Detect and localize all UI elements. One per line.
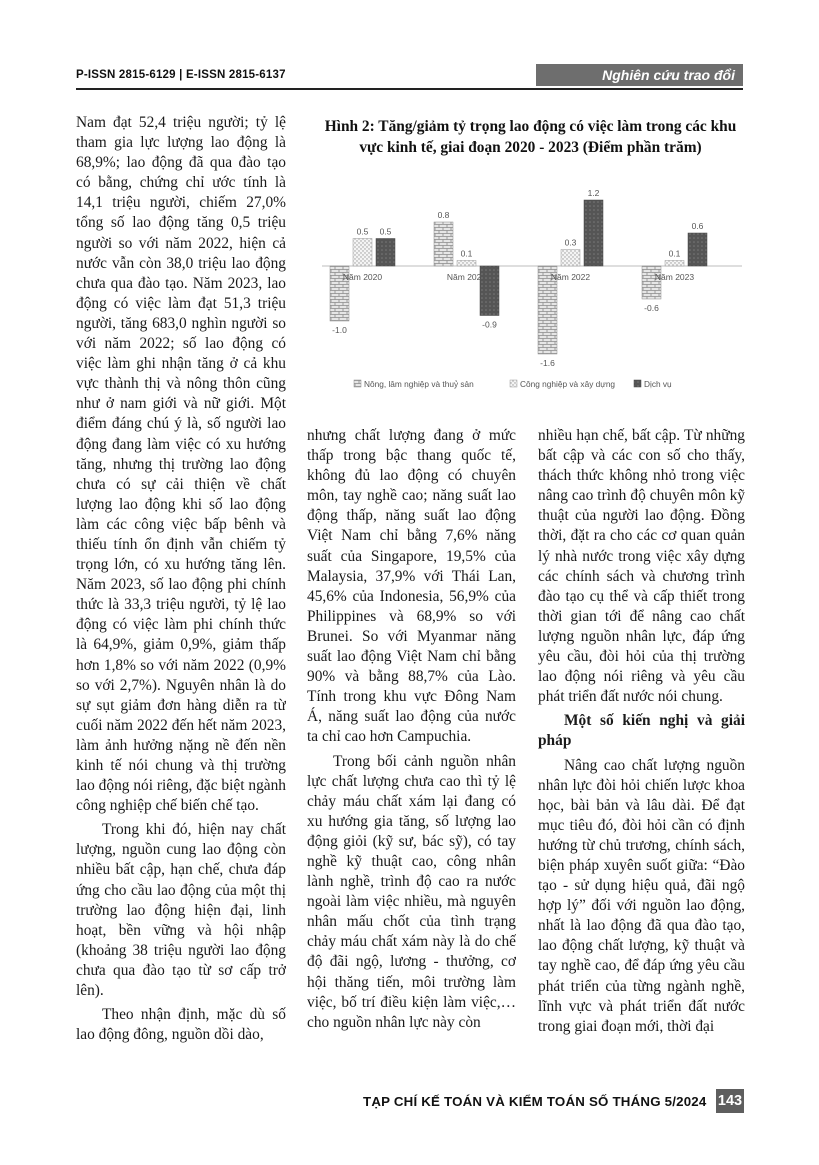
data-label: 0.1: [460, 248, 473, 259]
bar-chart: [316, 176, 744, 402]
data-label: 0.8: [437, 210, 450, 220]
data-label: 0.6: [691, 221, 704, 231]
text-column-3: [538, 426, 745, 1094]
category-label: Năm 2020: [342, 272, 383, 282]
paragraph: Trong khi đó, hiện nay chất lượng, nguồn cung lao động còn nhiều bất cập, hạn chế, chưa đáp ứng cho cầu lao động của một thị trường lao động hiện đại, linh hoạt, bền vững và hội nhập (khoảng 38 triệu người lao động chưa qua đào tạo từ sơ cấp trở lên).: [76, 821, 286, 1000]
paragraph: Theo nhận định, mặc dù số lao động đông, nguồn dồi dào,: [76, 1006, 286, 1044]
data-label: 1.2: [587, 188, 600, 198]
bar-1-2: [434, 222, 453, 266]
paragraph: Nam đạt 52,4 triệu người; tỷ lệ tham gia lực lượng lao động là 68,9%; lao động đã qua đào tạo có bằng, chứng chỉ ước tính là 14,1 triệu người, chiếm 27,0% tổng số lao động tăng 0,5 triệu người so với năm 2022, hiện cả nước vẫn còn 38,0 triệu lao động chưa qua đào tạo. Năm 2023, lao động có việc làm đạt 51,3 triệu người, tăng 683,0 nghìn người so với năm 2022; số lao động có việc làm ghi nhận tăng ở cả khu vực thành thị và nông thôn cũng như ở nam giới và nữ giới. Một điểm đáng chú ý là, số người lao động đang làm việc có xu hướng tăng, nhưng thị trường lao động chưa có sự cải thiện về chất lượng lao động khi số lao động làm các công việc bấp bênh và thiếu tính ổn định vẫn chiếm tỷ trọng lớn, có xu hướng tăng lên. Năm 2023, số lao động phi chính thức là 33,3 triệu người, tỷ lệ lao động có việc làm phi chính thức là 64,9%, giảm 0,9%, giảm thấp hơn 1,8% so với năm 2022 (0,9% so với 2,7%). Nguyên nhân là do sự sụt giảm đơn hàng diễn ra từ cuối năm 2022 đến hết năm 2023, làm ảnh hưởng nặng nề đến nền kinh tế nói chung và thị trường lao động nói riêng, đặc biệt ngành công nghiệp chế biến chế tạo.: [76, 114, 286, 815]
category-label: Năm 2021: [446, 272, 487, 282]
section-band: [536, 64, 743, 86]
bar-2-3: [561, 250, 580, 267]
paragraph: Trong bối cảnh nguồn nhân lực chất lượng chưa cao thì tỷ lệ chảy máu chất xám lại đang có xu hướng gia tăng, số lượng lao động giỏi (kỹ sư, bác sỹ), có tay nghề kỹ thuật cao, công nhân lành nghề, trình độ cao ra nước ngoài làm việc nhiều, mà nguyên nhân mấu chốt của tình trạng chảy máu chất xám này là do chế độ đãi ngộ, lương - thưởng, cơ hội thăng tiến, môi trường làm việc, bố trí điều kiện làm việc,… cho nguồn nhân lực này còn: [307, 752, 516, 1031]
legend-entry: Dịch vụ: [644, 379, 672, 389]
bar-3-1: [376, 239, 395, 267]
data-label: -0.6: [644, 303, 659, 313]
issn-header: P-ISSN 2815-6129 | E-ISSN 2815-6137: [76, 69, 286, 81]
text-column-2: [307, 426, 516, 1094]
data-label: 0.3: [564, 237, 577, 248]
figure-title: Hình 2: Tăng/giảm tỷ trọng lao động có việc làm trong các khu vực kinh tế, giai đoạn 2020 - 2023 (Điểm phần trăm): [324, 118, 737, 156]
data-label: -1.6: [540, 358, 555, 368]
legend-swatch: [634, 380, 641, 387]
legend-entry: Nông, lâm nghiệp và thuỷ sản: [364, 379, 474, 389]
paragraph: Nâng cao chất lượng nguồn nhân lực đòi hỏi chiến lược khoa học, bài bản và lâu dài. Để đạt mục tiêu đó, đòi hỏi cần có định hướng từ chủ trương, chính sách, biện pháp xuyên suốt giữa: “Đào tạo - sử dụng hiệu quả, đãi ngộ hợp lý” đối với nguồn lao động, nhất là lao động đã qua đào tạo, lao động chất lượng, kỹ thuật và tay nghề cao, để đáp ứng yêu cầu phát triển của từng ngành nghề, lĩnh vực và phát triển đất nước trong giai đoạn mới, thời đại: [538, 756, 745, 1035]
section-title: Nghiên cứu trao đổi: [602, 67, 735, 83]
bar-2-1: [353, 239, 372, 267]
data-label: 0.5: [379, 226, 392, 237]
legend-entry: Công nghiệp và xây dựng: [520, 379, 616, 389]
paragraph: nhưng chất lượng đang ở mức thấp trong bậc thang quốc tế, không đủ lao động có chuyên môn, tay nghề cao; năng suất lao động thấp, năng suất lao động Việt Nam chỉ bằng 7,6% năng suất của Singapore, 19,5% của Malaysia, 37,9% với Thái Lan, 45,6% của Indonesia, 56,9% của Philippines và 68,9% so với Brunei. So với Myanmar năng suất lao động Việt Nam chỉ bằng 90% và bằng 88,7% của Lào. Tính trong khu vực Đông Nam Á, năng suất lao động của nước ta chỉ cao hơn Campuchia.: [307, 427, 516, 746]
data-label: -1.0: [332, 325, 347, 335]
page-number: 143: [716, 1089, 744, 1113]
bar-2-4: [665, 261, 684, 267]
header-rule: [76, 88, 743, 90]
section-heading: Một số kiến nghị và giải pháp: [538, 712, 745, 750]
bar-3-3: [584, 200, 603, 266]
category-label: Năm 2023: [654, 272, 695, 282]
text-column-1: [76, 113, 286, 1093]
bar-2-2: [457, 261, 476, 267]
data-label: 0.5: [356, 226, 369, 237]
bar-3-4: [688, 233, 707, 266]
category-label: Năm 2022: [550, 272, 591, 282]
data-label: 0.1: [668, 248, 681, 259]
bar-1-4: [642, 266, 661, 299]
paragraph: nhiều hạn chế, bất cập. Từ những bất cập và các con số cho thấy, thách thức không nhỏ trong việc nâng cao trình độ chuyên môn kỹ thuật của người lao động. Đồng thời, đặt ra cho các cơ quan quản lý nhà nước trong việc xây dựng các chính sách và chương trình đào tạo cụ thể và cấp thiết trong thời gian tới để nâng cao chất lượng nguồn nhân lực, đáp ứng yêu cầu, đòi hỏi của thị trường lao động nói riêng và yêu cầu phát triển đất nước nói chung.: [538, 427, 745, 706]
data-label: -0.9: [482, 319, 497, 330]
legend-swatch: [354, 380, 361, 387]
legend-swatch: [510, 380, 517, 387]
journal-footer: TẠP CHÍ KẾ TOÁN VÀ KIỂM TOÁN SỐ THÁNG 5/2024: [363, 1094, 707, 1109]
